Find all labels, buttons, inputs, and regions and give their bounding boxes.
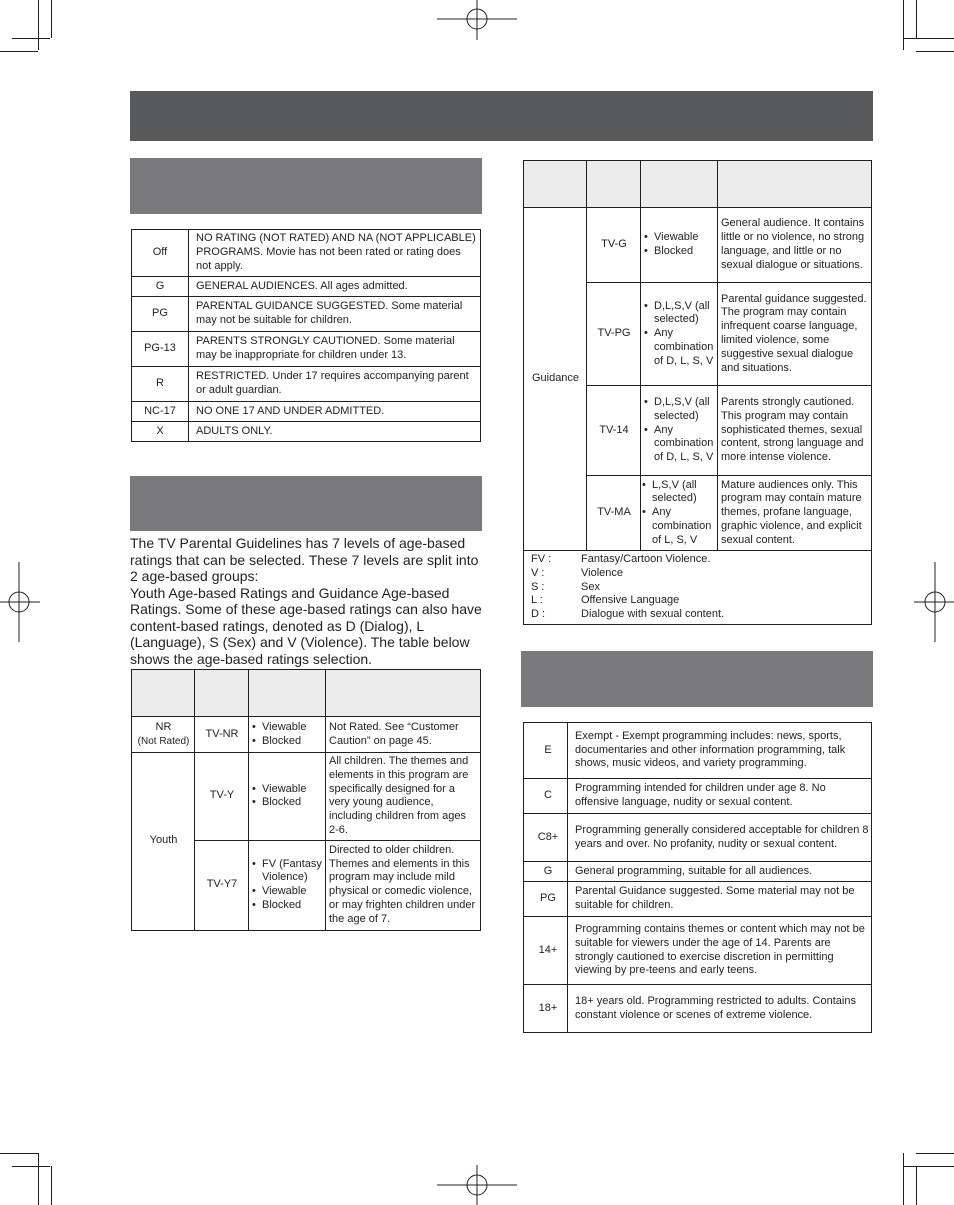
list-item: • Any combination of L, S, V <box>642 506 715 547</box>
rating-cell: Off <box>132 230 189 277</box>
options-cell <box>249 753 326 841</box>
table-header-row <box>132 670 481 717</box>
page-header-banner <box>130 91 873 141</box>
intro-paragraph-1: The TV Parental Guidelines has 7 levels of age-based ratings that can be selected. These 7 levels are split into 2 age-based groups: <box>130 535 479 584</box>
rating-cell: C <box>524 779 568 814</box>
table-row <box>132 402 481 422</box>
description-cell: RESTRICTED. Under 17 requires accompanying parent or adult guardian. <box>189 367 481 402</box>
options-cell <box>641 476 718 551</box>
table-header-row <box>524 161 872 208</box>
list-item: • D,L,S,V (all selected) <box>644 396 715 424</box>
list-item: • Blocked <box>252 796 323 810</box>
rating-cell: PG <box>132 297 189 332</box>
description-cell: Programming intended for children under age 8. No offensive language, nudity or sexual content. <box>568 779 872 814</box>
registration-mark-left <box>0 562 40 642</box>
tv-guidelines-intro <box>130 535 482 667</box>
list-item: • Blocked <box>644 245 715 259</box>
options-cell <box>641 208 718 283</box>
table-row <box>524 723 872 779</box>
table-row <box>524 862 872 882</box>
description-cell: Parents strongly cautioned. This program may contain sophisticated themes, sexual content, strong language and more intense violence. <box>718 386 872 476</box>
list-item: • Viewable <box>252 885 323 899</box>
legend-item: FV : Fantasy/Cartoon Violence. <box>531 553 711 565</box>
table-row <box>524 985 872 1033</box>
table-row <box>132 753 481 841</box>
table-row <box>132 230 481 277</box>
rating-cell: TV-Y7 <box>195 840 249 930</box>
list-item: • L,S,V (all selected) <box>642 479 715 507</box>
table-row <box>132 422 481 442</box>
tv-youth-ratings-table <box>131 669 481 931</box>
table-row <box>524 882 872 917</box>
rating-cell: C8+ <box>524 814 568 862</box>
canadian-ratings-table <box>523 722 872 1033</box>
rating-cell: TV-14 <box>587 386 641 476</box>
description-cell: Programming generally considered acceptable for children 8 years and over. No profanity, nudity or sexual content. <box>568 814 872 862</box>
table-row <box>524 208 872 283</box>
table-row <box>132 332 481 367</box>
legend-item: V : Violence <box>531 566 623 579</box>
mpaa-ratings-table <box>131 229 481 442</box>
legend-row <box>524 551 872 625</box>
options-cell <box>249 840 326 930</box>
description-cell: NO ONE 17 AND UNDER ADMITTED. <box>189 402 481 422</box>
description-cell: Parental Guidance suggested. Some material may not be suitable for children. <box>568 882 872 917</box>
list-item: • Any combination of D, L, S, V <box>644 327 715 368</box>
description-cell: PARENTAL GUIDANCE SUGGESTED. Some material may not be suitable for children. <box>189 297 481 332</box>
description-cell: Exempt - Exempt programming includes: news, sports, documentaries and other information programming, talk shows, music videos, and variety programming. <box>568 723 872 779</box>
description-cell: NO RATING (NOT RATED) AND NA (NOT APPLICABLE) PROGRAMS. Movie has not been rated or rating does not apply. <box>189 230 481 277</box>
list-item: • D,L,S,V (all selected) <box>644 300 715 328</box>
table-row <box>524 814 872 862</box>
description-cell: 18+ years old. Programming restricted to adults. Contains constant violence or scenes of extreme violence. <box>568 985 872 1033</box>
section-banner-tv-guidelines <box>130 476 482 531</box>
options-cell <box>641 283 718 386</box>
list-item: • Any combination of D, L, S, V <box>644 424 715 465</box>
registration-mark-top <box>437 0 517 40</box>
rating-cell: PG-13 <box>132 332 189 367</box>
description-cell: Not Rated. See “Customer Caution” on page 45. <box>326 717 481 753</box>
section-banner-canadian <box>521 651 873 707</box>
description-cell: Parental guidance suggested. The program may contain infrequent coarse language, limited violence, some suggestive sexual dialogue and situations. <box>718 283 872 386</box>
table-row <box>132 297 481 332</box>
legend-item: D : Dialogue with sexual content. <box>531 608 725 621</box>
description-cell: Programming contains themes or content which may not be suitable for viewers under the age of 14. Parents are strongly cautioned to exercise discretion in permitting viewing by pre-teens and early teens. <box>568 917 872 985</box>
rating-cell: TV-MA <box>587 476 641 551</box>
list-item: • Blocked <box>252 735 323 749</box>
options-cell <box>641 386 718 476</box>
registration-mark-bottom <box>437 1165 517 1205</box>
list-item: • Blocked <box>252 899 323 913</box>
rating-cell: TV-PG <box>587 283 641 386</box>
tv-guidance-ratings-table <box>523 160 872 625</box>
section-banner-mpaa <box>130 158 482 214</box>
list-item: • Viewable <box>644 231 715 245</box>
list-item: • Viewable <box>252 721 323 735</box>
legend-item: S : Sex <box>531 580 600 593</box>
legend-item: L : Offensive Language <box>531 594 680 607</box>
description-cell: ADULTS ONLY. <box>189 422 481 442</box>
rating-cell: NC-17 <box>132 402 189 422</box>
table-row <box>132 277 481 297</box>
rating-cell: 18+ <box>524 985 568 1033</box>
options-cell <box>249 717 326 753</box>
rating-cell: R <box>132 367 189 402</box>
rating-cell: G <box>132 277 189 297</box>
table-row <box>132 717 481 753</box>
description-cell: Directed to older children. Themes and elements in this program may include mild physical or comedic violence, or may frighten children under the age of 7. <box>326 840 481 930</box>
rating-cell: TV-NR <box>195 717 249 753</box>
group-cell-guidance: Guidance <box>524 208 587 551</box>
list-item: • Viewable <box>252 783 323 797</box>
description-cell: GENERAL AUDIENCES. All ages admitted. <box>189 277 481 297</box>
rating-cell: G <box>524 862 568 882</box>
group-cell-youth: Youth <box>132 753 195 931</box>
table-row <box>524 917 872 985</box>
rating-cell: 14+ <box>524 917 568 985</box>
description-cell: PARENTS STRONGLY CAUTIONED. Some material may be inappropriate for children under 13. <box>189 332 481 367</box>
description-cell: Mature audiences only. This program may contain mature themes, profane language, graphic violence, and explicit sexual content. <box>718 476 872 551</box>
intro-paragraph-2: Youth Age-based Ratings and Guidance Age-based Ratings. Some of these age-based ratings can also have content-based ratings, denoted as D (Dialog), L (Language), S (Sex) and V (Violence). The table below shows the age-based ratings selection. <box>130 584 482 667</box>
rating-cell: TV-Y <box>195 753 249 841</box>
description-cell: All children. The themes and elements in this program are specifically designed for a very young audience, including children from ages 2-6. <box>326 753 481 841</box>
legend-cell <box>524 551 872 625</box>
description-cell: General audience. It contains little or no violence, no strong language, and little or no sexual dialogue or situations. <box>718 208 872 283</box>
table-row <box>132 367 481 402</box>
description-cell: General programming, suitable for all audiences. <box>568 862 872 882</box>
group-cell-nr: NR (Not Rated) <box>132 717 195 753</box>
list-item: • FV (Fantasy Violence) <box>252 858 323 886</box>
registration-mark-right <box>914 562 954 642</box>
rating-cell: X <box>132 422 189 442</box>
table-row <box>524 779 872 814</box>
rating-cell: E <box>524 723 568 779</box>
rating-cell: PG <box>524 882 568 917</box>
rating-cell: TV-G <box>587 208 641 283</box>
